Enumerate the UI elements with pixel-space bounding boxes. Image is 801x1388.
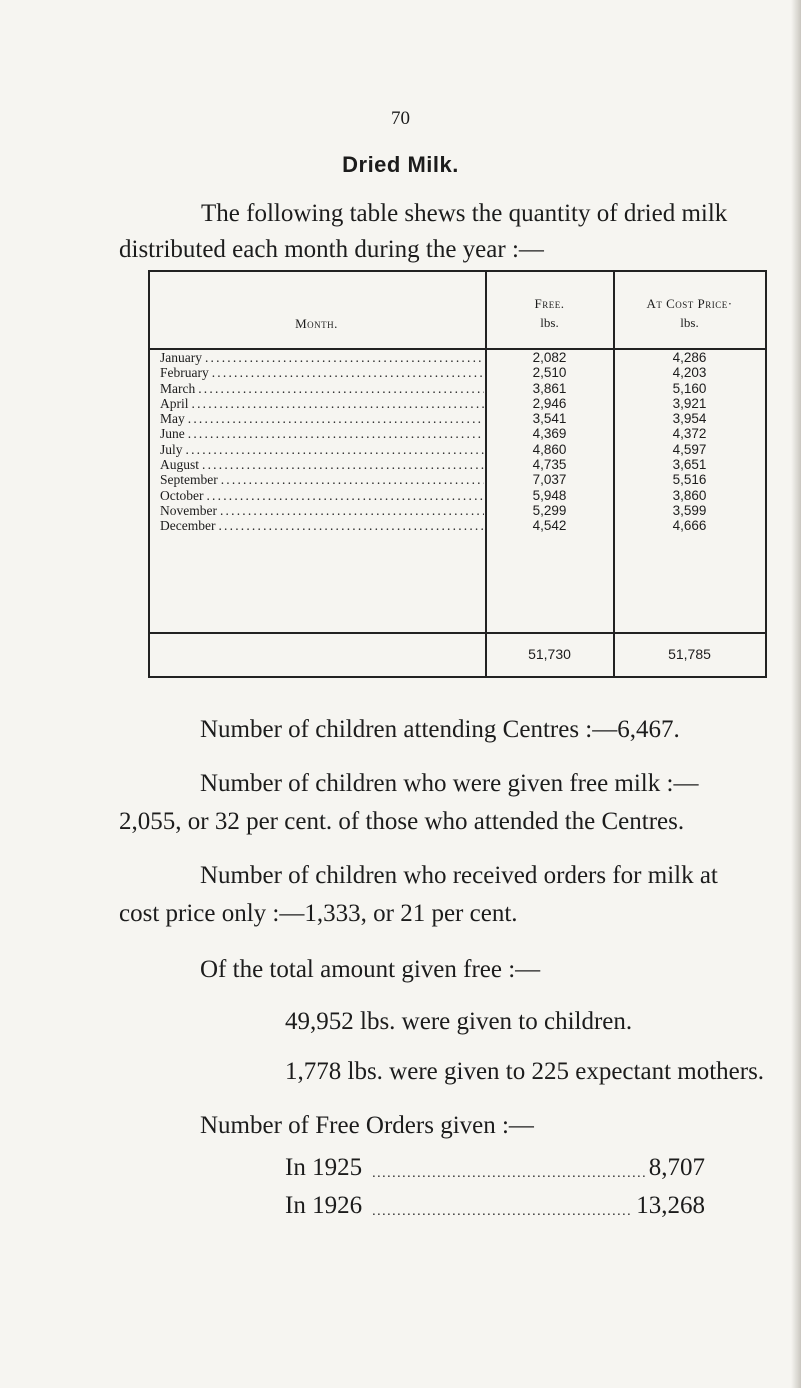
orders-value: 13,268 <box>636 1192 705 1219</box>
leader-dots <box>372 1192 632 1220</box>
free-cell: 2,946 <box>532 395 567 411</box>
orders-year-label: In 1926 <box>285 1192 363 1219</box>
table-row: December ..... <box>160 518 484 533</box>
free-cell: 4,735 <box>532 457 567 473</box>
cost-cell: 4,286 <box>672 350 707 365</box>
cost-cell: 4,666 <box>672 518 707 534</box>
table-top-rule <box>148 270 767 272</box>
cost-orders-line-1: Number of children who received orders for milk at <box>200 862 718 889</box>
table-right-rule <box>765 270 767 678</box>
total-cost: 51,785 <box>668 646 711 662</box>
free-orders-heading: Number of Free Orders given :— <box>200 1112 534 1139</box>
table-row: August ..... <box>160 457 484 472</box>
table-row: June ..... <box>160 426 484 441</box>
cost-cell: 3,921 <box>672 395 707 411</box>
free-milk-line-2: 2,055, or 32 per cent. of those who attended the Centres. <box>119 808 685 835</box>
free-cell: 2,510 <box>532 365 567 381</box>
cost-cell: 4,597 <box>672 441 707 457</box>
header-month: Month. <box>295 316 338 331</box>
table-bottom-rule <box>148 676 767 678</box>
free-cell: 5,948 <box>532 487 567 503</box>
table-row: November ..... <box>160 503 484 518</box>
page-edge <box>791 0 801 1388</box>
free-cell: 3,861 <box>532 380 567 396</box>
total-free: 51,730 <box>528 646 571 662</box>
free-column <box>486 350 613 534</box>
header-free: Free. lbs. <box>534 296 565 330</box>
free-cell: 7,037 <box>532 472 567 488</box>
free-cell: 4,542 <box>532 518 567 534</box>
attending-paragraph: Number of children attending Centres :—6,467. <box>200 716 680 743</box>
cost-cell: 5,516 <box>672 472 707 488</box>
cost-cell: 4,372 <box>672 426 707 442</box>
cost-cell: 3,954 <box>672 411 707 427</box>
free-cell: 3,541 <box>532 411 567 427</box>
page-title: Dried Milk. <box>342 152 459 177</box>
cost-cell: 5,160 <box>672 380 707 396</box>
cost-column <box>614 350 765 534</box>
free-cell: 4,369 <box>532 426 567 442</box>
intro-paragraph: The following table shews the quantity of dried milk distributed each month during the year :— <box>119 200 728 263</box>
orders-year-label: In 1925 <box>285 1154 363 1181</box>
table-row: March ..... <box>160 381 484 396</box>
cost-cell: 4,203 <box>672 365 707 381</box>
given-to-mothers: 1,778 lbs. were given to 225 expectant mothers. <box>285 1058 765 1085</box>
leader-dots <box>372 1154 645 1182</box>
orders-value: 8,707 <box>648 1154 705 1181</box>
month-column <box>160 350 484 534</box>
free-cell: 5,299 <box>532 502 567 518</box>
dried-milk-table <box>148 270 767 678</box>
free-milk-line-1: Number of children who were given free milk :— <box>200 770 699 797</box>
header-cost: At Cost Price· lbs. <box>646 296 733 330</box>
free-cell: 4,860 <box>532 441 567 457</box>
totals-rule <box>148 632 767 634</box>
table-row: January ..... <box>160 350 484 365</box>
orders-row-1926 <box>285 1192 705 1220</box>
table-row: October ..... <box>160 488 484 503</box>
orders-row-1925 <box>285 1154 705 1182</box>
cost-cell: 3,860 <box>672 487 707 503</box>
cost-orders-line-2: cost price only :—1,333, or 21 per cent. <box>119 900 518 927</box>
free-cell: 2,082 <box>532 350 567 365</box>
table-row: July ..... <box>160 442 484 457</box>
table-row: April ..... <box>160 396 484 411</box>
cost-cell: 3,651 <box>672 457 707 473</box>
table-row: September ..... <box>160 472 484 487</box>
given-to-children: 49,952 lbs. were given to children. <box>285 1008 633 1035</box>
table-row: February ..... <box>160 365 484 380</box>
cost-cell: 3,599 <box>672 502 707 518</box>
page-number: 70 <box>391 108 410 129</box>
total-free-heading: Of the total amount given free :— <box>200 956 541 983</box>
table-row: May ..... <box>160 411 484 426</box>
